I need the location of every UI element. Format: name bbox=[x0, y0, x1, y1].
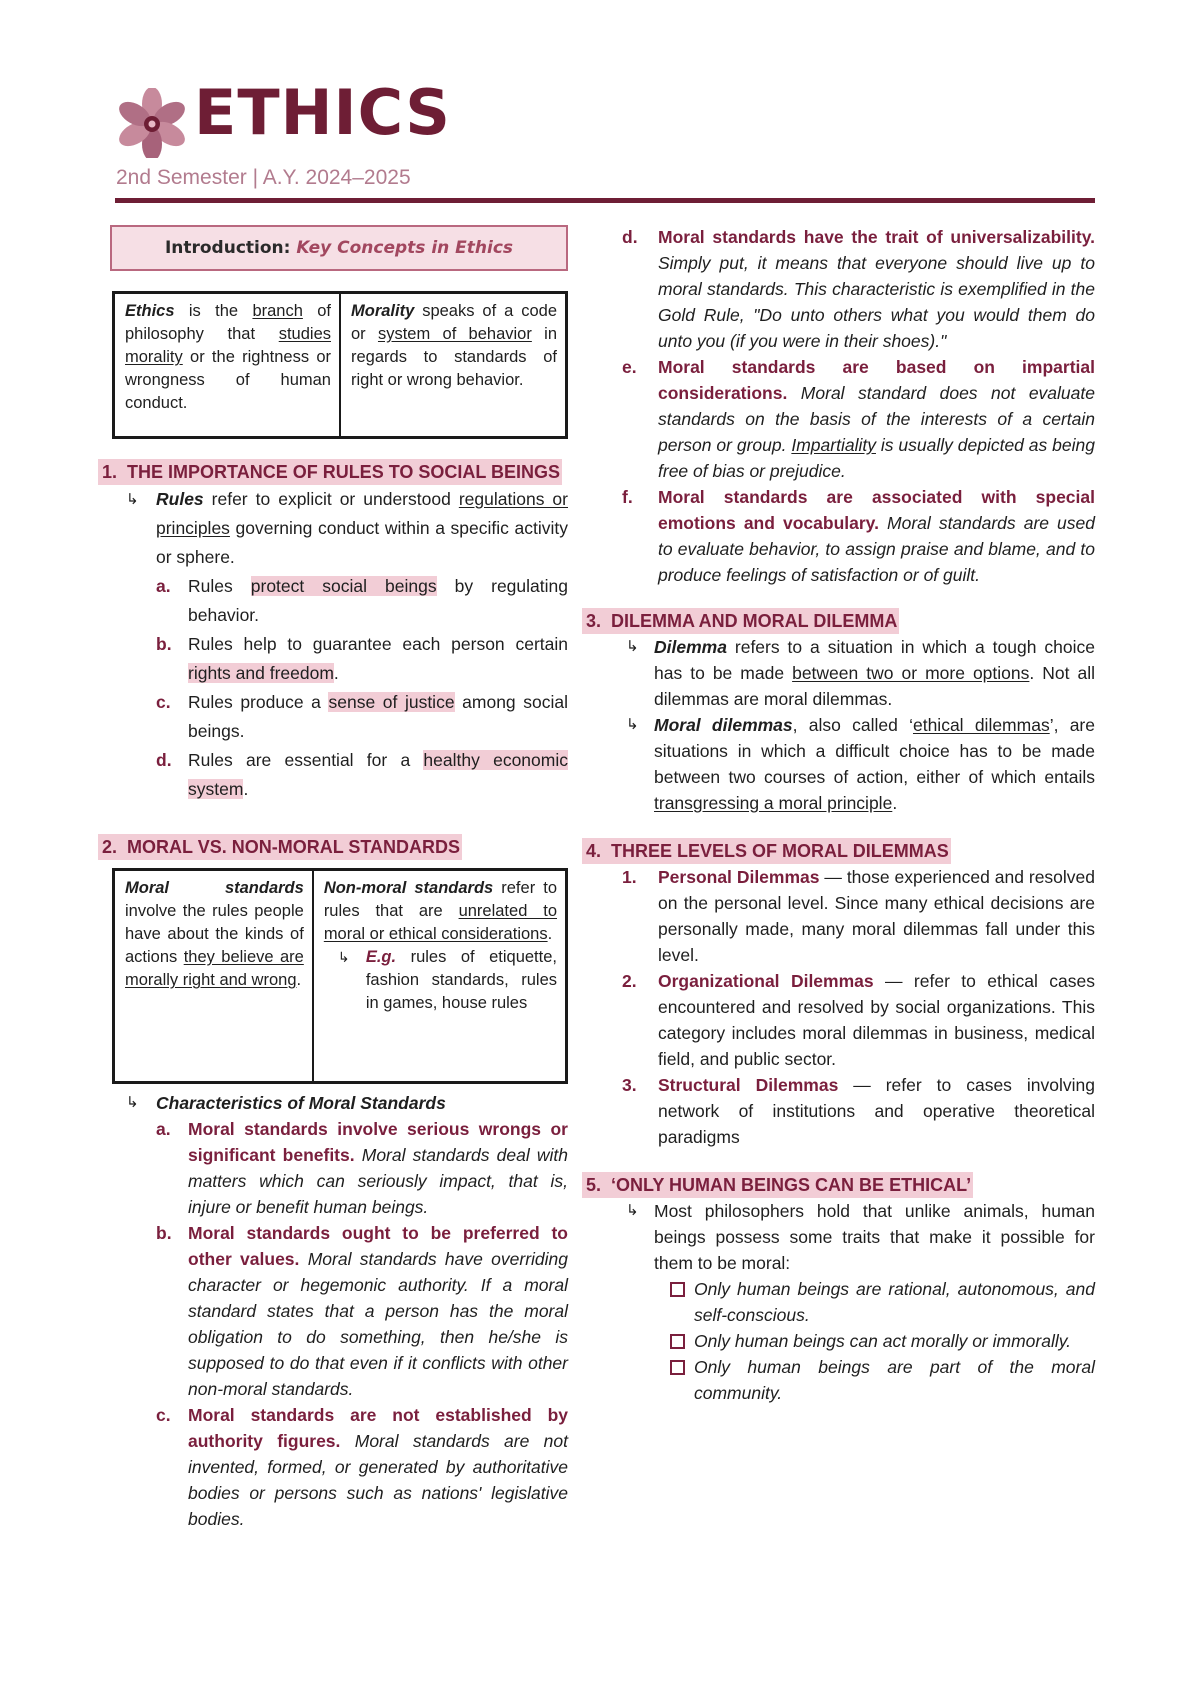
section-2-heading: 2. MORAL VS. NON-MORAL STANDARDS bbox=[98, 834, 462, 860]
page-title: ETHICS bbox=[194, 76, 451, 149]
section-2 bbox=[98, 834, 568, 1532]
section-1 bbox=[98, 459, 568, 804]
morality-definition: Morality speaks of a code or system of behavior in regards to standards of right or wrong behavior. bbox=[340, 293, 567, 438]
header-divider bbox=[115, 198, 1095, 203]
dilemma-level-item: 3. Structural Dilemmas — refer to cases involving network of institutions and operative theoretical paradigms bbox=[622, 1075, 1095, 1147]
characteristic-item: d. Moral standards have the trait of universalizability. Simply put, it means that everyone should live up to moral standards. This characteristic is exemplified in the Gold Rule, "Do unto others what you would them do unto you (if you were in their shoes)." bbox=[622, 227, 1095, 351]
arrow-icon: ↳ bbox=[626, 716, 639, 733]
section-3-heading: 3. DILEMMA AND MORAL DILEMMA bbox=[582, 608, 899, 634]
arrow-icon: ↳ bbox=[126, 491, 139, 508]
right-column bbox=[586, 224, 1096, 1406]
ethics-definition: Ethics is the branch of philosophy that studies morality or the rightness or wrongness of human conduct. bbox=[114, 293, 341, 438]
rules-item: a. Rules protect social beings by regulating behavior. bbox=[156, 576, 568, 625]
arrow-icon: ↳ bbox=[126, 1094, 139, 1111]
philosophers-bullet: ↳ Most philosophers hold that unlike animals, human beings possess some traits that make it possible for them to be moral: bbox=[622, 1198, 1095, 1276]
section-3 bbox=[582, 608, 1095, 816]
dilemma-level-item: 1. Personal Dilemmas — those experienced and resolved on the personal level. Since many ethical decisions are personally made, many moral dilemmas fall under this level. bbox=[622, 867, 1096, 965]
definitions-table bbox=[112, 291, 568, 439]
characteristics-heading: ↳ Characteristics of Moral Standards bbox=[98, 1090, 568, 1116]
non-moral-standards-definition: Non-moral standards refer to rules that are unrelated to moral or ethical considerations. ↳ E.g. rules of etiquette, fashion standards, rules in games, house rules bbox=[313, 870, 567, 1083]
trait-item: Only human beings are part of the moral community. bbox=[622, 1354, 1095, 1406]
characteristic-item: e. Moral standards are based on impartial considerations. Moral standard does not evaluate standards on the basis of the interests of a certain person or group. Impartiality is usually depicted as being free of bias or prejudice. bbox=[622, 357, 1095, 481]
moral-standards-definition: Moral standards involve the rules people have about the kinds of actions they believe are morally right and wrong. bbox=[114, 870, 313, 1083]
section-4-heading: 4. THREE LEVELS OF MORAL DILEMMAS bbox=[582, 838, 951, 864]
rules-bullet: ↳ Rules refer to explicit or understood regulations or principles governing conduct within a specific activity or sphere. bbox=[98, 485, 568, 572]
section-5-heading: 5. ‘ONLY HUMAN BEINGS CAN BE ETHICAL’ bbox=[582, 1172, 973, 1198]
characteristic-item: b. Moral standards ought to be preferred to other values. Moral standards have overriding character or hegemonic authority. If a moral standard states that a person has the moral obligation to do something, then he/she is supposed to do that even if it conflicts with other non-moral standards. bbox=[156, 1223, 568, 1399]
example-bullet: ↳ E.g. rules of etiquette, fashion standards, rules in games, house rules bbox=[337, 948, 557, 1012]
arrow-icon: ↳ bbox=[337, 949, 350, 965]
intro-heading-italic: Key Concepts in Ethics bbox=[296, 238, 514, 258]
trait-item: Only human beings are rational, autonomous, and self-conscious. bbox=[622, 1276, 1095, 1328]
intro-heading-prefix: Introduction: bbox=[164, 238, 291, 258]
checkbox-icon bbox=[670, 1334, 685, 1349]
arrow-icon: ↳ bbox=[626, 1202, 639, 1219]
flower-icon bbox=[112, 88, 196, 158]
rules-item: b. Rules help to guarantee each person certain rights and freedom. bbox=[156, 634, 568, 683]
intro-heading-box bbox=[110, 225, 568, 271]
checkbox-icon bbox=[670, 1282, 685, 1297]
trait-item: Only human beings can act morally or immorally. bbox=[622, 1328, 1095, 1354]
rules-item: d. Rules are essential for a healthy economic system. bbox=[156, 750, 568, 799]
section-5 bbox=[582, 1172, 1095, 1406]
moral-dilemma-bullet: ↳ Moral dilemmas, also called ‘ethical dilemmas’, are situations in which a difficult choice has to be made between two courses of action, either of which entails transgressing a moral principle. bbox=[622, 712, 1095, 816]
standards-table bbox=[112, 868, 568, 1084]
rules-item: c. Rules produce a sense of justice among social beings. bbox=[156, 692, 568, 741]
semester-subtitle: 2nd Semester | A.Y. 2024–2025 bbox=[116, 166, 411, 189]
dilemma-bullet: ↳ Dilemma refers to a situation in which a tough choice has to be made between two or more options. Not all dilemmas are moral dilemmas. bbox=[622, 634, 1095, 712]
characteristic-item: c. Moral standards are not established by authority figures. Moral standards are not invented, formed, or generated by authoritative bodies or persons such as nations' legislative bodies. bbox=[156, 1405, 568, 1529]
section-1-heading: 1. THE IMPORTANCE OF RULES TO SOCIAL BEINGS bbox=[98, 459, 562, 485]
arrow-icon: ↳ bbox=[626, 638, 639, 655]
characteristic-item: a. Moral standards involve serious wrongs or significant benefits. Moral standards deal with matters which can seriously impact, that is, injure or benefit human beings. bbox=[156, 1119, 568, 1217]
left-column bbox=[98, 225, 568, 1532]
section-4 bbox=[582, 838, 1095, 1150]
checkbox-icon bbox=[670, 1360, 685, 1375]
dilemma-level-item: 2. Organizational Dilemmas — refer to ethical cases encountered and resolved by social organizations. This category includes moral dilemmas in business, medical field, and public sector. bbox=[622, 971, 1095, 1069]
characteristic-item: f. Moral standards are associated with special emotions and vocabulary. Moral standards are used to evaluate behavior, to assign praise and blame, and to produce feelings of satisfaction or of guilt. bbox=[622, 487, 1095, 585]
